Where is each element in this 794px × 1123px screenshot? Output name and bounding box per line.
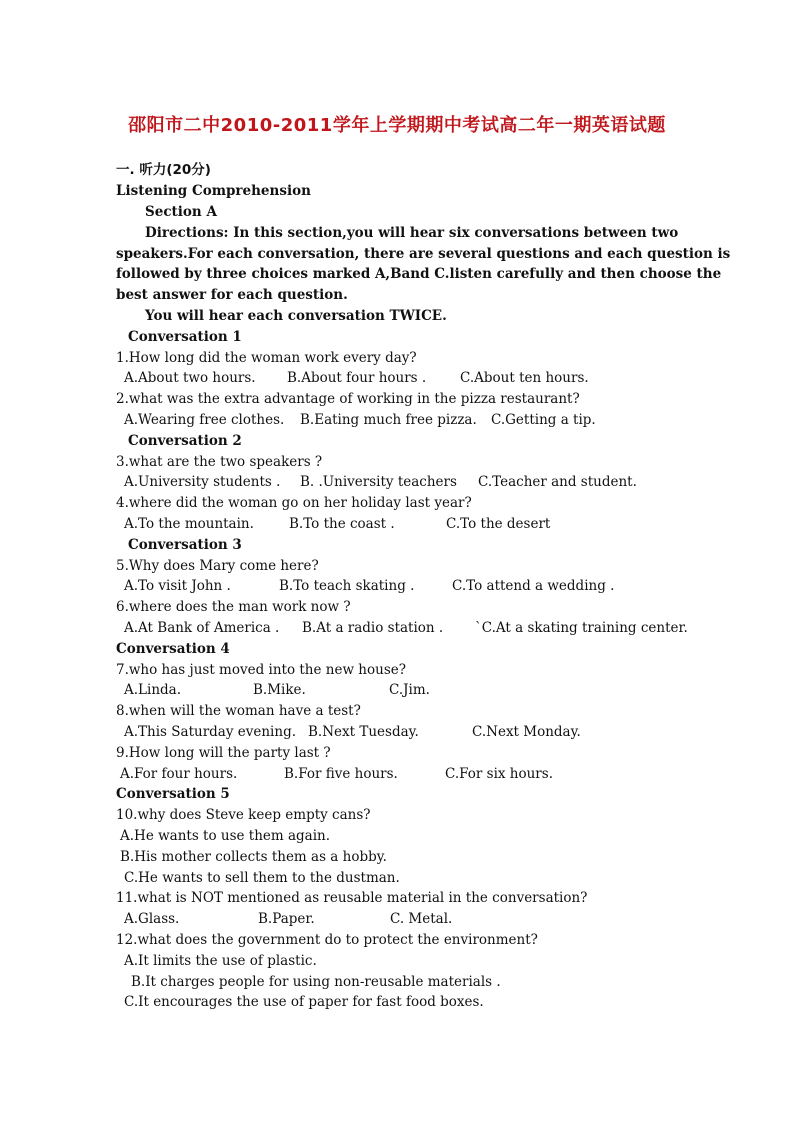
q6-option-c: `C.At a skating training center. [475,620,688,636]
section-a-heading: Section A [145,204,217,220]
q9-option-a: A.For four hours. [120,766,238,782]
part-one-heading: 一. 听力(20分) [116,162,211,178]
directions-line-3: followed by three choices marked A,Band C.listen carefully and then choose the [116,266,722,282]
q3-option-c: C.Teacher and student. [478,474,637,490]
q12-option-b: B.It charges people for using non-reusable materials . [131,974,501,990]
q5-option-c: C.To attend a wedding . [452,578,615,594]
q10-option-a: A.He wants to use them again. [120,828,331,844]
q6-option-b: B.At a radio station . [302,620,444,636]
q7-option-c: C.Jim. [389,682,430,698]
question-3: 3.what are the two speakers ? [116,454,323,470]
q4-option-b: B.To the coast . [289,516,395,532]
directions-line-2: speakers.For each conversation, there are several questions and each question is [116,246,731,262]
q7-option-b: B.Mike. [253,682,306,698]
conversation-2-label: Conversation 2 [128,433,242,449]
exam-title: 邵阳市二中2010-2011学年上学期期中考试高二年一期英语试题 [128,115,666,136]
directions-line-1: Directions: In this section,you will hear six conversations between two [145,225,679,241]
q1-option-b: B.About four hours . [287,370,427,386]
question-7: 7.who has just moved into the new house? [116,662,406,678]
q1-option-a: A.About two hours. [124,370,256,386]
question-1: 1.How long did the woman work every day? [116,350,417,366]
q12-option-a: A.It limits the use of plastic. [124,953,317,969]
q2-option-b: B.Eating much free pizza. [300,412,477,428]
question-2: 2.what was the extra advantage of working in the pizza restaurant? [116,391,580,407]
q9-option-b: B.For five hours. [284,766,398,782]
q2-option-c: C.Getting a tip. [491,412,596,428]
directions-line-4: best answer for each question. [116,287,348,303]
q10-option-b: B.His mother collects them as a hobby. [120,849,387,865]
q5-option-a: A.To visit John . [124,578,231,594]
q4-option-a: A.To the mountain. [124,516,254,532]
q2-option-a: A.Wearing free clothes. [124,412,285,428]
q7-option-a: A.Linda. [124,682,181,698]
question-6: 6.where does the man work now ? [116,599,351,615]
question-8: 8.when will the woman have a test? [116,703,361,719]
question-12: 12.what does the government do to protect the environment? [116,932,538,948]
conversation-4-label: Conversation 4 [116,641,230,657]
question-10: 10.why does Steve keep empty cans? [116,807,371,823]
q11-option-c: C. Metal. [390,911,453,927]
q3-option-b: B. .University teachers [300,474,457,490]
q8-option-a: A.This Saturday evening. [124,724,296,740]
conversation-1-label: Conversation 1 [128,329,242,345]
q6-option-a: A.At Bank of America . [124,620,280,636]
q8-option-b: B.Next Tuesday. [308,724,419,740]
q5-option-b: B.To teach skating . [279,578,415,594]
q3-option-a: A.University students . [124,474,281,490]
q11-option-b: B.Paper. [258,911,315,927]
q9-option-c: C.For six hours. [445,766,553,782]
q11-option-a: A.Glass. [124,911,180,927]
q12-option-c: C.It encourages the use of paper for fast food boxes. [124,994,484,1010]
question-4: 4.where did the woman go on her holiday last year? [116,495,472,511]
conversation-5-label: Conversation 5 [116,786,230,802]
q1-option-c: C.About ten hours. [460,370,589,386]
q10-option-c: C.He wants to sell them to the dustman. [124,870,400,886]
question-9: 9.How long will the party last ? [116,745,331,761]
question-11: 11.what is NOT mentioned as reusable material in the conversation? [116,890,588,906]
q4-option-c: C.To the desert [446,516,551,532]
q8-option-c: C.Next Monday. [472,724,581,740]
conversation-3-label: Conversation 3 [128,537,242,553]
twice-note: You will hear each conversation TWICE. [145,308,447,324]
listening-heading: Listening Comprehension [116,183,311,199]
question-5: 5.Why does Mary come here? [116,558,319,574]
